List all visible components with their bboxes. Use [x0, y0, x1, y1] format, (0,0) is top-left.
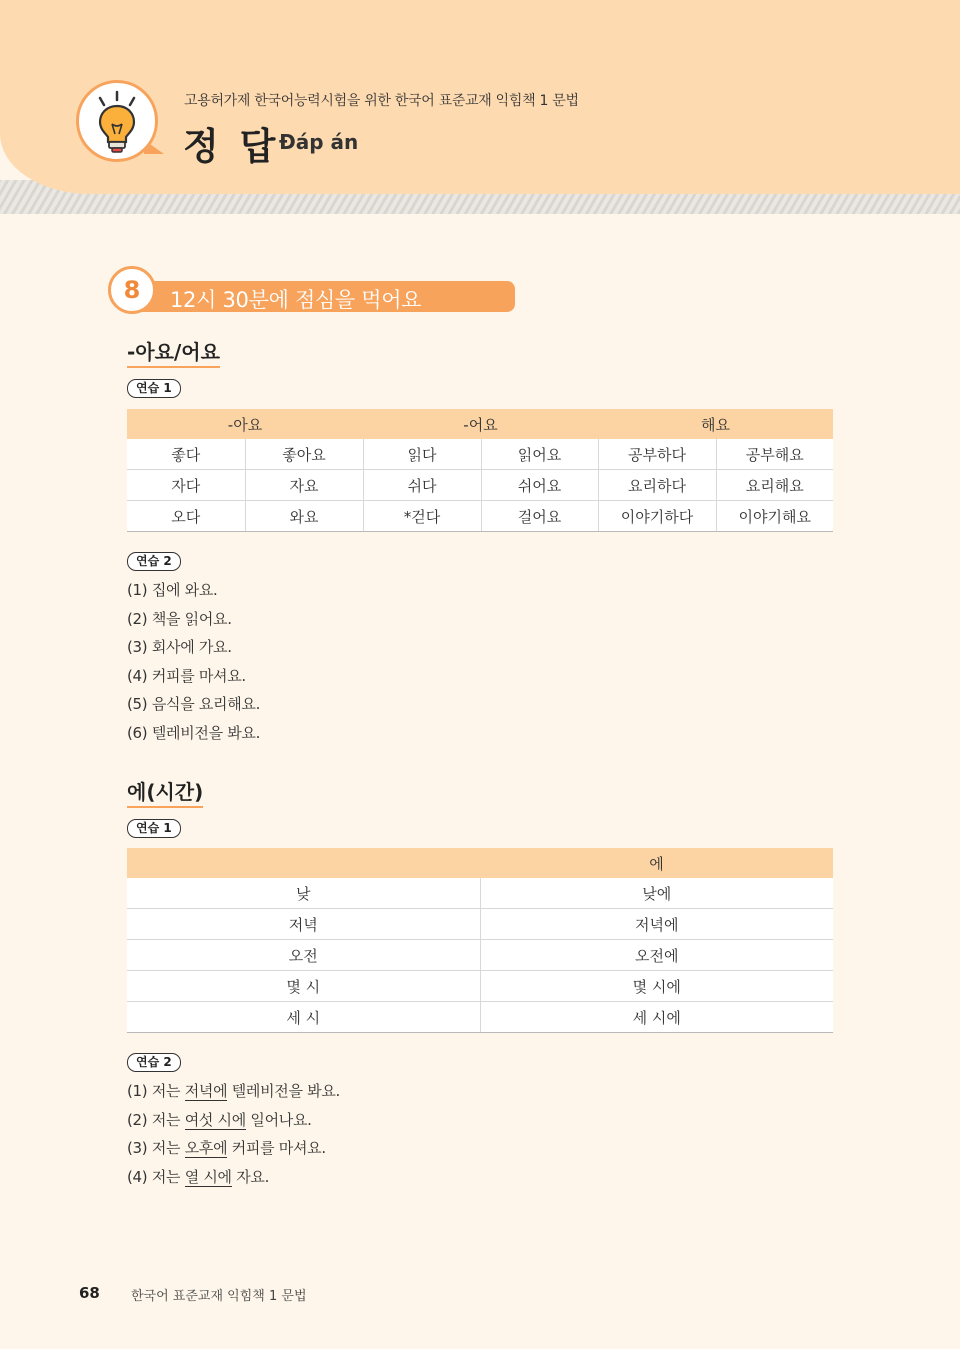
list-item [127, 1077, 340, 1106]
table-cell: 오전 [127, 940, 480, 971]
answer-number: (4) [127, 1167, 148, 1186]
table-cell: 몇 시에 [480, 971, 833, 1002]
list-item: (5) 음식을 요리해요. [127, 695, 261, 714]
page-subtitle: Đáp án [279, 130, 359, 154]
table-cell: 좋다 [127, 439, 245, 470]
answer-suffix: 자요. [236, 1167, 270, 1186]
answer-blank: 여섯 시에 [184, 1110, 246, 1129]
table-cell: 자요 [245, 470, 363, 501]
table-cell: 세 시에 [480, 1002, 833, 1033]
answer-prefix: 저는 [151, 1110, 181, 1129]
table-cell: 낮 [127, 878, 480, 909]
table-cell: 와요 [245, 501, 363, 532]
list-item: (2) 책을 읽어요. [127, 609, 232, 628]
header-cell: -어요 [363, 409, 598, 439]
header-cell-empty [127, 848, 480, 878]
answer-list-section1 [127, 576, 260, 748]
list-item [127, 1106, 340, 1135]
table-row [127, 940, 833, 971]
table-cell: 공부해요 [716, 439, 833, 470]
table-row [127, 909, 833, 940]
table-cell: 쉬어요 [481, 470, 598, 501]
page-title: 정 답 [183, 125, 280, 168]
list-item [127, 1163, 340, 1192]
table-cell: 오다 [127, 501, 245, 532]
answer-prefix: 저는 [151, 1082, 181, 1100]
list-item [127, 1134, 340, 1163]
table-cell: 이야기해요 [716, 501, 833, 532]
list-item: (1) 집에 와요. [127, 581, 218, 599]
table-cell: *걷다 [363, 501, 481, 532]
page-number: 68 [79, 1284, 100, 1302]
table-cell: 좋아요 [245, 439, 363, 470]
practice-2-tag: 연습 2 [127, 1053, 181, 1072]
table-header-row [127, 409, 833, 439]
series-title: 고용허가제 한국어능력시험을 위한 한국어 표준교재 익힘책 1 문법 [184, 93, 579, 109]
table-cell: 읽어요 [481, 439, 598, 470]
table-row [127, 1002, 833, 1033]
table-cell: 자다 [127, 470, 245, 501]
answer-suffix: 커피를 마셔요. [231, 1139, 326, 1158]
list-item: (6) 텔레비전을 봐요. [127, 723, 261, 742]
lightbulb-icon [86, 88, 148, 154]
table-cell: 요리하다 [598, 470, 716, 501]
answer-number: (2) [127, 1110, 148, 1129]
table-header-row [127, 848, 833, 878]
time-particle-table [127, 848, 833, 1033]
table-cell: 공부하다 [598, 439, 716, 470]
header-cell: -아요 [127, 409, 363, 439]
header-cell: 에 [480, 848, 833, 878]
table-cell: 이야기하다 [598, 501, 716, 532]
answer-suffix: 텔레비전을 봐요. [231, 1082, 341, 1100]
answer-suffix: 일어나요. [250, 1110, 312, 1129]
answer-number: (3) [127, 1139, 148, 1158]
answer-blank: 저녁에 [184, 1082, 228, 1100]
answer-prefix: 저는 [151, 1139, 181, 1158]
practice-2-tag: 연습 2 [127, 552, 181, 571]
table-row [127, 878, 833, 909]
table-cell: 걸어요 [481, 501, 598, 532]
table-cell: 쉬다 [363, 470, 481, 501]
practice-1-tag: 연습 1 [127, 819, 181, 838]
answer-number: (1) [127, 1082, 148, 1100]
answer-list-section2 [127, 1077, 340, 1191]
lesson-number-badge: 8 [108, 266, 156, 314]
conjugation-table [127, 409, 833, 532]
table-cell: 저녁에 [480, 909, 833, 940]
footer-book-title: 한국어 표준교재 익힘책 1 문법 [131, 1289, 307, 1304]
answer-blank: 오후에 [184, 1139, 228, 1158]
table-cell: 세 시 [127, 1002, 480, 1033]
section-heading-e-time: 에(시간) [127, 776, 203, 808]
table-cell: 몇 시 [127, 971, 480, 1002]
answer-blank: 열 시에 [184, 1167, 232, 1186]
practice-1-tag: 연습 1 [127, 379, 181, 398]
lightbulb-badge [76, 80, 170, 164]
table-row [127, 971, 833, 1002]
header-cell: 해요 [598, 409, 833, 439]
table-row [127, 470, 833, 501]
table-row [127, 439, 833, 470]
list-item: (4) 커피를 마셔요. [127, 666, 246, 685]
list-item: (3) 회사에 가요. [127, 638, 232, 657]
table-cell: 낮에 [480, 878, 833, 909]
table-cell: 오전에 [480, 940, 833, 971]
table-row [127, 501, 833, 532]
table-cell: 저녁 [127, 909, 480, 940]
section-heading-ayo-eoyo: -아요/어요 [127, 336, 220, 368]
table-cell: 요리해요 [716, 470, 833, 501]
answer-prefix: 저는 [151, 1167, 181, 1186]
table-cell: 읽다 [363, 439, 481, 470]
lesson-title: 12시 30분에 점심을 먹어요 [170, 288, 422, 312]
